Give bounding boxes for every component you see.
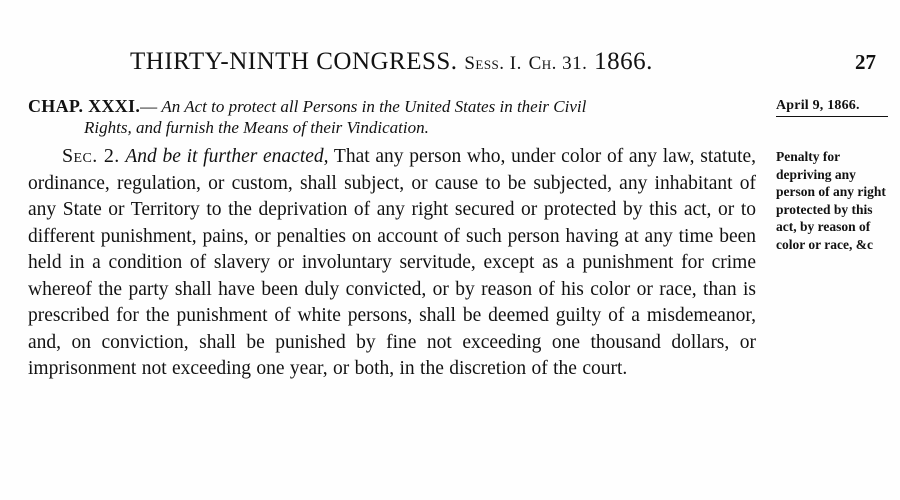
section-text: That any person who, under color of any law, statute, ordinance, regulation, or custom, shall subject, or cause to be subjected, any inhabitant of any State or Territory to the deprivation of any right secured or protected by this act, or to different punishment, pains, or penalties on account of such person having at any time been held in a condition of slavery or involuntary servitude, except as a punishment for crime whereof the party shall have been duly convicted, or by reason of his color or race, than is prescribed for the punishment of white persons, shall be deemed guilty of a misdemeanor, and, on conviction, shall be punished by fine not exceeding one thousand dollars, or imprisonment not exceeding one year, or both, in the discretion of the court. [28, 146, 757, 379]
chapter-heading [28, 96, 758, 138]
section-label: Sec. 2. [62, 145, 120, 167]
chapter-dash: — [140, 97, 158, 116]
chapter-title-line-2-roman: and furnish the Means of their Vindication. [135, 118, 429, 137]
chapter-title-line-2-italic: Rights, [84, 118, 136, 137]
chapter-title-line-1: An Act to protect all Persons in the United States in their Civil [161, 97, 587, 116]
running-head-title [130, 48, 653, 76]
enacting-clause: And be it further enacted, [125, 146, 329, 167]
chapter-heading-line-2 [28, 117, 758, 138]
running-head-year: 1866. [594, 48, 653, 75]
page-number: 27 [855, 50, 876, 74]
marginal-note: Penalty for depriving any person of any right protected by this act, by reason of color or race, &c [776, 149, 886, 252]
chapter-date: April 9, 1866. [776, 98, 888, 117]
chapter-label: CHAP. XXXI. [28, 96, 141, 116]
running-head-session: Sess. I. [464, 53, 522, 74]
running-head-chapter: Ch. 31. [528, 53, 588, 74]
chapter-heading-line-1 [28, 96, 758, 117]
section-body [28, 143, 756, 383]
running-head [0, 48, 900, 78]
running-head-congress: THIRTY-NINTH CONGRESS. [130, 48, 458, 75]
